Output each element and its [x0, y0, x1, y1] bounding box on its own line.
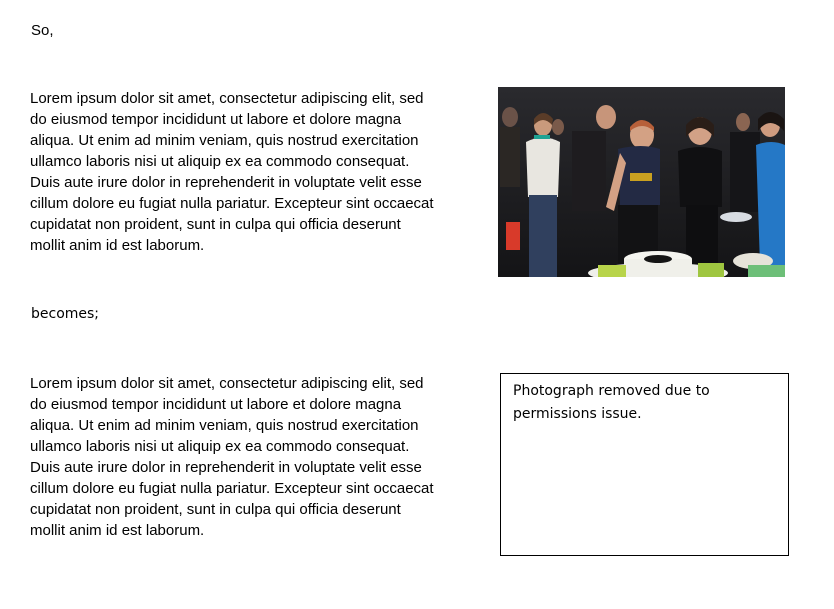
placeholder-line: Photograph removed due to: [513, 383, 710, 399]
body-paragraph-revised: [30, 373, 492, 541]
paragraph-line: aliqua. Ut enim ad minim veniam, quis nostrud exercitation: [30, 417, 419, 434]
party-photo-illustration: [498, 87, 785, 277]
paragraph-line: mollit anim id est laborum.: [30, 237, 205, 254]
intro-text: So,: [31, 22, 54, 39]
paragraph-line: Duis aute irure dolor in reprehenderit in voluptate velit esse: [30, 174, 422, 191]
paragraph-line: cillum dolore eu fugiat nulla pariatur. Excepteur sint occaecat: [30, 195, 434, 212]
placeholder-line: permissions issue.: [513, 406, 642, 422]
paragraph-line: do eiusmod tempor incididunt ut labore et dolore magna: [30, 111, 402, 128]
paragraph-line: cillum dolore eu fugiat nulla pariatur. Excepteur sint occaecat: [30, 480, 434, 497]
paragraph-line: cupidatat non proident, sunt in culpa qui officia deserunt: [30, 216, 401, 233]
paragraph-line: mollit anim id est laborum.: [30, 522, 205, 539]
transition-text: becomes;: [31, 306, 100, 322]
paragraph-line: Lorem ipsum dolor sit amet, consectetur adipiscing elit, sed: [30, 375, 424, 392]
paragraph-line: ullamco laboris nisi ut aliquip ex ea commodo consequat.: [30, 153, 410, 170]
paragraph-line: Lorem ipsum dolor sit amet, consectetur adipiscing elit, sed: [30, 90, 424, 107]
paragraph-line: aliqua. Ut enim ad minim veniam, quis nostrud exercitation: [30, 132, 419, 149]
photo-removed-placeholder: [500, 373, 789, 556]
party-photo: [498, 87, 785, 277]
paragraph-line: cupidatat non proident, sunt in culpa qui officia deserunt: [30, 501, 401, 518]
body-paragraph-original: [30, 88, 492, 256]
paragraph-line: do eiusmod tempor incididunt ut labore et dolore magna: [30, 396, 402, 413]
paragraph-line: Duis aute irure dolor in reprehenderit in voluptate velit esse: [30, 459, 422, 476]
paragraph-line: ullamco laboris nisi ut aliquip ex ea commodo consequat.: [30, 438, 410, 455]
